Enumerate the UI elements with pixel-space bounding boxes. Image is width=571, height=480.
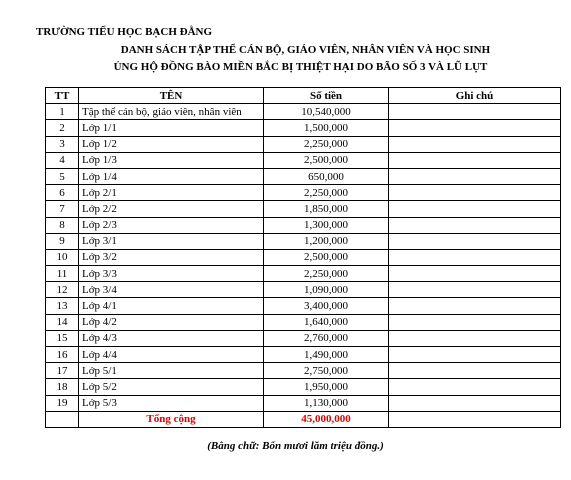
header-note: Ghi chú xyxy=(389,88,561,104)
row-tt: 4 xyxy=(46,152,79,168)
row-note xyxy=(389,363,561,379)
table-row xyxy=(46,136,561,152)
table-row xyxy=(46,168,561,184)
row-note xyxy=(389,120,561,136)
table-row xyxy=(46,249,561,265)
row-tt: 3 xyxy=(46,136,79,152)
row-tt: 11 xyxy=(46,266,79,282)
row-amount: 650,000 xyxy=(264,168,389,184)
row-amount: 2,500,000 xyxy=(264,249,389,265)
row-name: Lớp 2/3 xyxy=(79,217,264,233)
row-amount: 2,250,000 xyxy=(264,266,389,282)
row-amount: 1,130,000 xyxy=(264,395,389,411)
row-tt: 10 xyxy=(46,249,79,265)
row-name: Lớp 3/4 xyxy=(79,282,264,298)
row-amount: 1,090,000 xyxy=(264,282,389,298)
table-row xyxy=(46,152,561,168)
table-row xyxy=(46,185,561,201)
table-row xyxy=(46,379,561,395)
table-row xyxy=(46,233,561,249)
row-note xyxy=(389,379,561,395)
row-name: Lớp 4/3 xyxy=(79,330,264,346)
table-body xyxy=(46,104,561,412)
row-tt: 2 xyxy=(46,120,79,136)
table-row xyxy=(46,363,561,379)
row-name: Lớp 3/2 xyxy=(79,249,264,265)
table-row xyxy=(46,314,561,330)
row-tt: 18 xyxy=(46,379,79,395)
header-amount: Số tiền xyxy=(264,88,389,104)
row-tt: 9 xyxy=(46,233,79,249)
row-name: Lớp 3/3 xyxy=(79,266,264,282)
row-note xyxy=(389,395,561,411)
row-note xyxy=(389,104,561,120)
row-name: Lớp 1/3 xyxy=(79,152,264,168)
row-amount: 1,950,000 xyxy=(264,379,389,395)
total-note xyxy=(389,411,561,427)
row-name: Lớp 4/2 xyxy=(79,314,264,330)
row-note xyxy=(389,330,561,346)
row-tt: 5 xyxy=(46,168,79,184)
row-name: Lớp 2/2 xyxy=(79,201,264,217)
row-note xyxy=(389,347,561,363)
row-amount: 10,540,000 xyxy=(264,104,389,120)
row-name: Lớp 4/4 xyxy=(79,347,264,363)
row-note xyxy=(389,217,561,233)
row-tt: 15 xyxy=(46,330,79,346)
table-row xyxy=(46,330,561,346)
row-tt: 7 xyxy=(46,201,79,217)
row-note xyxy=(389,136,561,152)
row-note xyxy=(389,266,561,282)
row-amount: 2,750,000 xyxy=(264,363,389,379)
row-name: Lớp 3/1 xyxy=(79,233,264,249)
row-amount: 1,490,000 xyxy=(264,347,389,363)
row-amount: 1,640,000 xyxy=(264,314,389,330)
table-row xyxy=(46,217,561,233)
table-row xyxy=(46,266,561,282)
row-name: Lớp 5/3 xyxy=(79,395,264,411)
row-note xyxy=(389,233,561,249)
row-tt: 12 xyxy=(46,282,79,298)
table-row xyxy=(46,298,561,314)
row-name: Lớp 5/2 xyxy=(79,379,264,395)
row-name: Lớp 1/2 xyxy=(79,136,264,152)
row-tt: 6 xyxy=(46,185,79,201)
row-name: Lớp 4/1 xyxy=(79,298,264,314)
table-row xyxy=(46,282,561,298)
row-note xyxy=(389,185,561,201)
school-name: TRƯỜNG TIỂU HỌC BẠCH ĐẰNG xyxy=(36,26,213,38)
row-amount: 2,500,000 xyxy=(264,152,389,168)
row-note xyxy=(389,249,561,265)
row-tt: 1 xyxy=(46,104,79,120)
row-name: Lớp 1/1 xyxy=(79,120,264,136)
row-note xyxy=(389,152,561,168)
row-note xyxy=(389,282,561,298)
table-row xyxy=(46,104,561,120)
row-tt: 14 xyxy=(46,314,79,330)
row-amount: 2,760,000 xyxy=(264,330,389,346)
row-amount: 1,850,000 xyxy=(264,201,389,217)
table-header-row xyxy=(46,88,561,104)
table-row xyxy=(46,347,561,363)
row-note xyxy=(389,314,561,330)
document-title-line-2: ỦNG HỘ ĐỒNG BÀO MIỀN BẮC BỊ THIỆT HẠI DO BÃO SỐ 3 VÀ LŨ LỤT xyxy=(113,61,488,73)
total-tt xyxy=(46,411,79,427)
row-note xyxy=(389,168,561,184)
row-name: Lớp 2/1 xyxy=(79,185,264,201)
row-name: Lớp 5/1 xyxy=(79,363,264,379)
row-tt: 13 xyxy=(46,298,79,314)
row-note xyxy=(389,201,561,217)
row-name: Lớp 1/4 xyxy=(79,168,264,184)
row-amount: 3,400,000 xyxy=(264,298,389,314)
row-amount: 1,500,000 xyxy=(264,120,389,136)
total-row xyxy=(46,411,561,427)
table-row xyxy=(46,120,561,136)
row-note xyxy=(389,298,561,314)
row-name: Tập thể cán bộ, giáo viên, nhân viên xyxy=(79,104,264,120)
header-name: TÊN xyxy=(79,88,264,104)
donation-table xyxy=(45,87,561,428)
row-amount: 1,300,000 xyxy=(264,217,389,233)
total-amount: 45,000,000 xyxy=(264,411,389,427)
table-row xyxy=(46,395,561,411)
row-tt: 16 xyxy=(46,347,79,363)
table-row xyxy=(46,201,561,217)
row-tt: 17 xyxy=(46,363,79,379)
amount-in-words: (Bằng chữ: Bốn mươi lăm triệu đồng.) xyxy=(207,440,384,452)
row-amount: 2,250,000 xyxy=(264,136,389,152)
total-label: Tổng cộng xyxy=(79,411,264,427)
row-tt: 8 xyxy=(46,217,79,233)
document-title-line-1: DANH SÁCH TẬP THỂ CÁN BỘ, GIÁO VIÊN, NHÂN VIÊN VÀ HỌC SINH xyxy=(120,44,491,56)
header-tt: TT xyxy=(46,88,79,104)
row-amount: 2,250,000 xyxy=(264,185,389,201)
row-amount: 1,200,000 xyxy=(264,233,389,249)
row-tt: 19 xyxy=(46,395,79,411)
